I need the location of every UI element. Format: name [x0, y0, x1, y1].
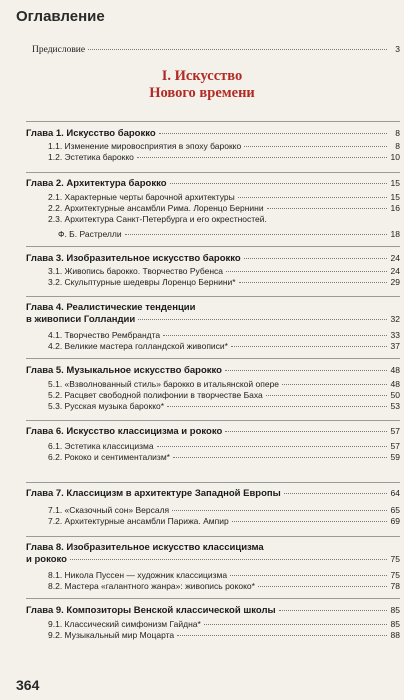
entry-title: 9.2. Музыкальный мир Моцарта [48, 630, 175, 640]
subsection-entry [48, 330, 400, 341]
subsection-entry [48, 192, 400, 203]
entry-title: Глава 2. Архитектура барокко [26, 178, 167, 189]
leader-dots [159, 133, 387, 134]
leader-dots [70, 559, 387, 560]
subsection-entry [48, 441, 400, 452]
entry-page-number: 75 [390, 554, 400, 564]
leader-dots [231, 346, 387, 347]
preface-label: Предисловие [32, 45, 86, 55]
chapter-entry [26, 542, 400, 553]
entry-title: 4.2. Великие мастера голландской живописи* [48, 341, 228, 351]
entry-page-number: 64 [390, 488, 400, 498]
leader-dots [225, 370, 387, 371]
subsection-entry [58, 229, 400, 240]
leader-dots [239, 282, 387, 283]
entry-title: 5.3. Русская музыка барокко* [48, 401, 165, 411]
entry-title: 7.2. Архитектурные ансамбли Парижа. Ампир [48, 516, 229, 526]
page-number: 364 [16, 677, 40, 693]
leader-dots [170, 183, 387, 184]
entry-page-number: 85 [390, 619, 400, 629]
toc-title: Оглавление [16, 8, 105, 25]
entry-title: 5.2. Расцвет свободной полифонии в творчестве Баха [48, 390, 263, 400]
subsection-entry [48, 277, 400, 288]
entry-page-number: 65 [390, 505, 400, 515]
entry-page-number: 8 [395, 128, 400, 138]
entry-title: в живописи Голландии [26, 314, 136, 325]
chapter-divider [26, 121, 400, 122]
leader-dots [258, 586, 387, 587]
subsection-entry [48, 203, 400, 214]
section-title-line2: Нового времени [149, 85, 255, 101]
entry-title: Глава 7. Классицизм в архитектуре Западной Европы [26, 488, 281, 499]
leader-dots [230, 575, 387, 576]
entry-page-number: 24 [390, 266, 400, 276]
chapter-divider [26, 598, 400, 599]
chapter-entry [26, 302, 400, 313]
entry-page-number: 10 [390, 152, 400, 162]
subsection-entry [48, 266, 400, 277]
entry-page-number: 15 [390, 192, 400, 202]
entry-title: Глава 6. Искусство классицизма и рококо [26, 426, 223, 437]
chapter-entry [26, 314, 400, 325]
chapter-entry [26, 554, 400, 565]
entry-title: Глава 4. Реалистические тенденции [26, 302, 196, 313]
entry-title: 7.1. «Сказочный сон» Версаля [48, 505, 170, 515]
entry-title: 1.1. Изменение мировосприятия в эпоху барокко [48, 141, 242, 151]
entry-page-number: 48 [390, 379, 400, 389]
entry-page-number: 15 [390, 178, 400, 188]
leader-dots [244, 258, 387, 259]
subsection-entry [48, 141, 400, 152]
entry-title: 2.1. Характерные черты барочной архитектуры [48, 192, 235, 202]
subsection-entry [48, 581, 400, 592]
entry-title: Глава 5. Музыкальное искусство барокко [26, 365, 222, 376]
leader-dots [125, 234, 387, 235]
leader-dots [282, 384, 387, 385]
entry-page-number: 24 [390, 253, 400, 263]
leader-dots [172, 510, 387, 511]
entry-title: Глава 8. Изобразительное искусство классицизма [26, 542, 264, 553]
entry-page-number: 16 [390, 203, 400, 213]
entry-page-number: 57 [390, 441, 400, 451]
entry-page-number: 8 [395, 141, 400, 151]
entry-title: 9.1. Классический симфонизм Гайдна* [48, 619, 201, 629]
leader-dots [173, 457, 387, 458]
leader-dots [163, 335, 387, 336]
chapter-entry [26, 178, 400, 189]
leader-dots [157, 446, 387, 447]
leader-dots [88, 49, 387, 50]
entry-page-number: 57 [390, 426, 400, 436]
leader-dots [177, 635, 387, 636]
leader-dots [238, 197, 387, 198]
entry-page-number: 48 [390, 365, 400, 375]
entry-title: 8.2. Мастера «галантного жанра»: живопись рококо* [48, 581, 255, 591]
chapter-entry [26, 605, 400, 616]
preface-page: 3 [395, 44, 400, 54]
subsection-entry [48, 505, 400, 516]
subsection-entry [48, 619, 400, 630]
section-title-line1: I. Искусство [161, 68, 243, 84]
subsection-entry [48, 341, 400, 352]
entry-page-number: 33 [390, 330, 400, 340]
entry-title: 1.2. Эстетика барокко [48, 152, 134, 162]
entry-title: и рококо [26, 554, 67, 565]
entry-page-number: 69 [390, 516, 400, 526]
chapter-entry [26, 128, 400, 139]
entry-page-number: 18 [390, 229, 400, 239]
preface-entry [32, 44, 400, 55]
entry-page-number: 85 [390, 605, 400, 615]
subsection-entry [48, 516, 400, 527]
chapter-entry [26, 488, 400, 499]
entry-page-number: 75 [390, 570, 400, 580]
chapter-divider [26, 420, 400, 421]
entry-title: 3.2. Скульптурные шедевры Лоренцо Бернини* [48, 277, 236, 287]
entry-page-number: 37 [390, 341, 400, 351]
chapter-entry [26, 426, 400, 437]
entry-title: 2.3. Архитектура Санкт-Петербурга и его окрестностей. [48, 214, 267, 224]
chapter-divider [26, 172, 400, 173]
leader-dots [244, 146, 387, 147]
entry-title: 8.1. Никола Пуссен — художник классицизма [48, 570, 228, 580]
leader-dots [167, 406, 387, 407]
leader-dots [267, 208, 387, 209]
entry-page-number: 78 [390, 581, 400, 591]
subsection-entry [48, 379, 400, 390]
chapter-entry [26, 365, 400, 376]
leader-dots [226, 271, 387, 272]
chapter-divider [26, 296, 400, 297]
leader-dots [279, 610, 387, 611]
entry-title: 6.1. Эстетика классицизма [48, 441, 154, 451]
chapter-divider [26, 246, 400, 247]
subsection-entry [48, 401, 400, 412]
leader-dots [204, 624, 387, 625]
leader-dots [284, 493, 387, 494]
subsection-entry [48, 452, 400, 463]
subsection-entry [48, 152, 400, 163]
entry-title: Ф. Б. Растрелли [58, 229, 122, 239]
chapter-divider [26, 536, 400, 537]
entry-page-number: 50 [390, 390, 400, 400]
leader-dots [225, 431, 387, 432]
entry-title: 6.2. Рококо и сентиментализм* [48, 452, 170, 462]
chapter-divider [26, 358, 400, 359]
subsection-entry [48, 214, 400, 225]
subsection-entry [48, 630, 400, 641]
entry-title: Глава 3. Изобразительное искусство барокко [26, 253, 241, 264]
section-title [0, 68, 404, 102]
entry-title: 3.1. Живопись барокко. Творчество Рубенса [48, 266, 224, 276]
entry-page-number: 88 [390, 630, 400, 640]
entry-title: Глава 1. Искусство барокко [26, 128, 156, 139]
entry-title: Глава 9. Композиторы Венской классической школы [26, 605, 276, 616]
entry-page-number: 53 [390, 401, 400, 411]
chapter-entry [26, 253, 400, 264]
leader-dots [266, 395, 387, 396]
chapter-divider [26, 482, 400, 483]
entry-title: 2.2. Архитектурные ансамбли Рима. Лоренцо Бернини [48, 203, 264, 213]
leader-dots [138, 319, 387, 320]
entry-title: 5.1. «Взволнованный стиль» барокко в итальянской опере [48, 379, 280, 389]
subsection-entry [48, 390, 400, 401]
entry-page-number: 59 [390, 452, 400, 462]
subsection-entry [48, 570, 400, 581]
leader-dots [232, 521, 387, 522]
entry-title: 4.1. Творчество Рембрандта [48, 330, 161, 340]
entry-page-number: 32 [390, 314, 400, 324]
leader-dots [137, 157, 387, 158]
entry-page-number: 29 [390, 277, 400, 287]
